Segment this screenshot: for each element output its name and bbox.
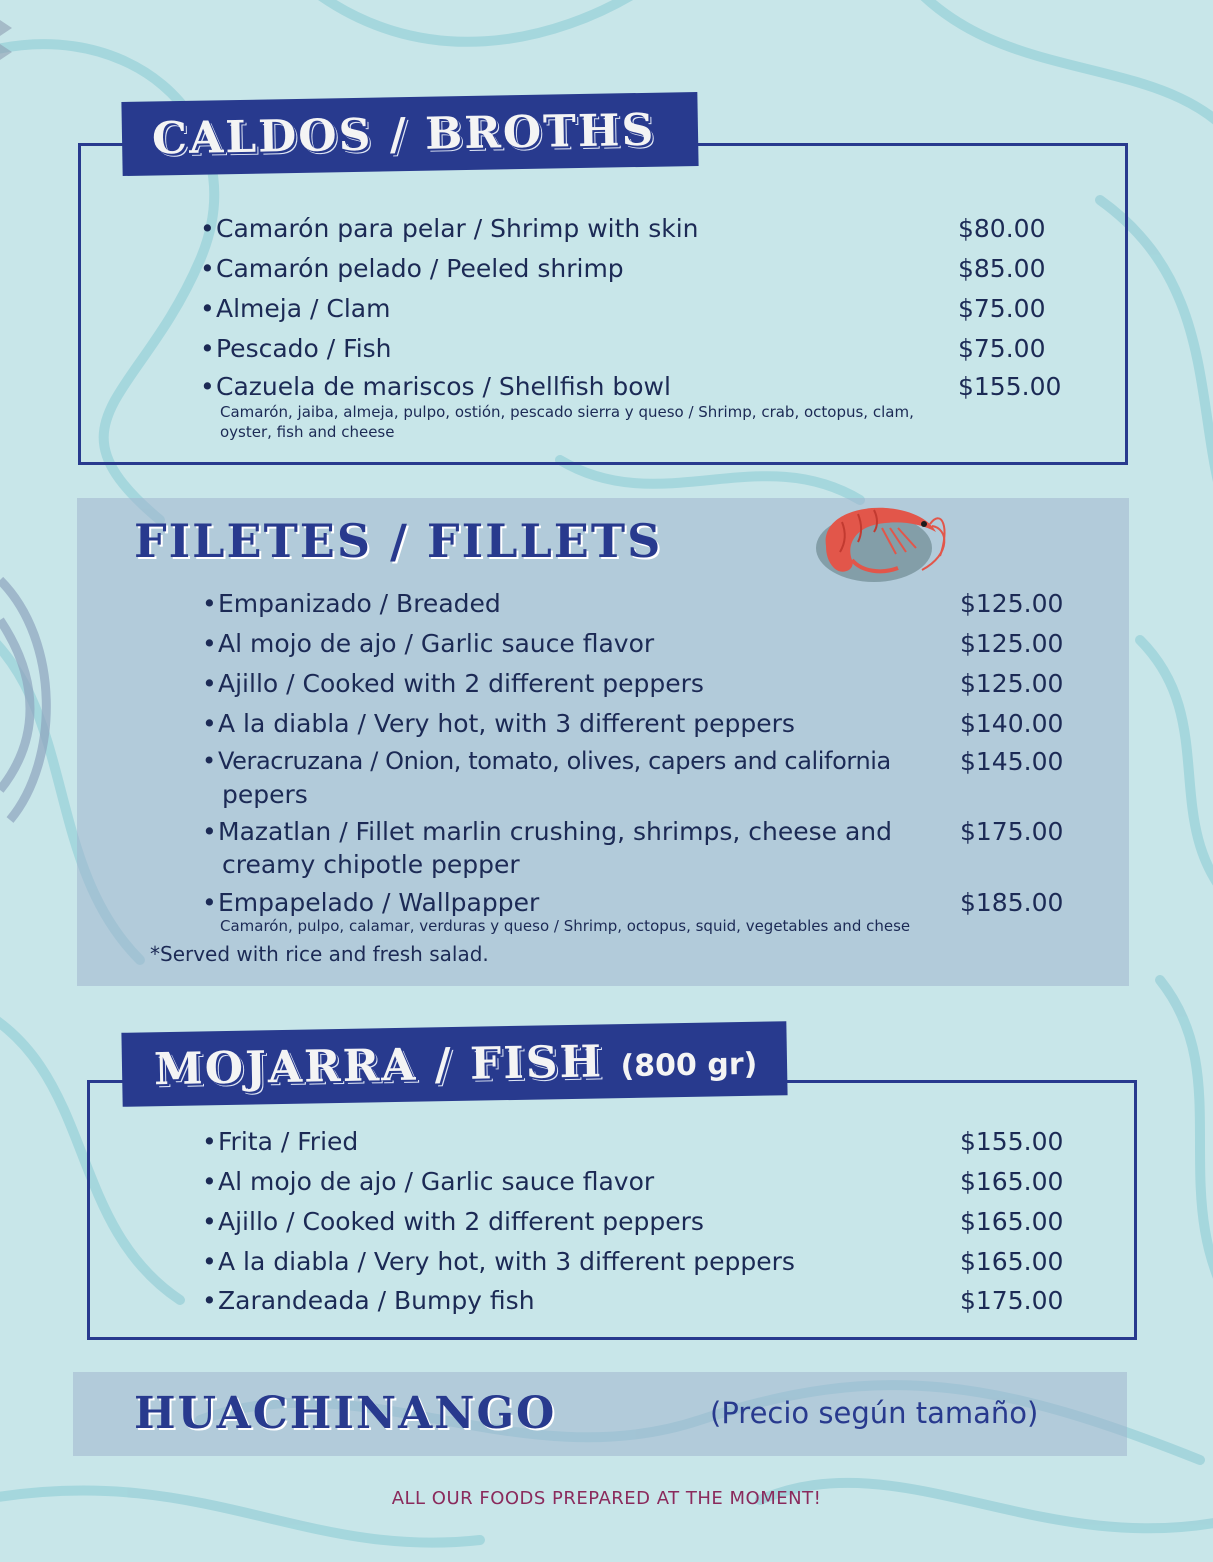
item-name: Camarón para pelar / Shrimp with skin [216,214,699,243]
item-price: $75.00 [958,294,1046,323]
item-price: $155.00 [960,1127,1064,1156]
item-price: $75.00 [958,334,1046,363]
bullet-icon: • [202,1247,217,1276]
bullet-icon: • [202,1127,217,1156]
item-price: $85.00 [958,254,1046,283]
bullet-icon: • [202,1167,217,1196]
item-price: $125.00 [960,589,1064,618]
item-price: $165.00 [960,1247,1064,1276]
bullet-icon: • [200,334,215,363]
item-price: $140.00 [960,709,1064,738]
bullet-icon: • [200,294,215,323]
bullet-icon: • [202,709,217,738]
item-price: $125.00 [960,629,1064,658]
item-price: $185.00 [960,888,1064,917]
filetes-served-note: *Served with rice and fresh salad. [150,942,489,966]
item-name: A la diabla / Very hot, with 3 different peppers [218,1247,795,1276]
bullet-icon: • [202,747,216,775]
bullet-icon: • [202,888,217,917]
item-price: $155.00 [958,372,1062,401]
item-description: Camarón, jaiba, almeja, pulpo, ostión, pescado sierra y queso / Shrimp, crab, octopus, clam, oyster, fish and cheese [220,403,914,441]
footer-note: ALL OUR FOODS PREPARED AT THE MOMENT! [391,1488,822,1509]
item-name: Al mojo de ajo / Garlic sauce flavor [218,1167,655,1196]
item-name-continued: pepers [222,780,308,809]
item-name: Veracruzana / Onion, tomato, olives, capers and california [218,747,891,775]
mojarra-title-weight: (800 gr) [620,1046,758,1085]
item-name: Almeja / Clam [216,294,391,323]
item-price: $175.00 [960,1286,1064,1315]
item-price: $165.00 [960,1207,1064,1236]
mojarra-title: MOJARRA / FISH [153,1036,604,1096]
item-name: Zarandeada / Bumpy fish [218,1286,535,1315]
item-price: $125.00 [960,669,1064,698]
caldos-title-banner [121,92,698,176]
item-name: Pescado / Fish [216,334,392,363]
bullet-icon: • [202,589,217,618]
bullet-icon: • [200,254,215,283]
item-name-continued: creamy chipotle pepper [222,850,520,879]
filetes-title: FILETES / FILLETS [134,514,663,568]
bullet-icon: • [200,372,215,401]
item-price: $80.00 [958,214,1046,243]
item-name: Empanizado / Breaded [218,589,501,618]
item-price: $175.00 [960,817,1064,846]
item-price: $165.00 [960,1167,1064,1196]
bullet-icon: • [202,817,217,846]
bullet-icon: • [202,669,217,698]
item-description: Camarón, pulpo, calamar, verduras y queso / Shrimp, octopus, squid, vegetables and chese [220,917,911,935]
item-name: Cazuela de mariscos / Shellfish bowl [216,372,671,401]
item-name: A la diabla / Very hot, with 3 different peppers [218,709,795,738]
item-price: $145.00 [960,747,1064,776]
bullet-icon: • [202,629,217,658]
bullet-icon: • [202,1286,217,1315]
item-name: Frita / Fried [218,1127,359,1156]
item-name: Camarón pelado / Peeled shrimp [216,254,624,283]
item-name: Ajillo / Cooked with 2 different peppers [218,1207,704,1236]
huachinango-title: HUACHINANGO [134,1388,557,1439]
item-name: Empapelado / Wallpapper [218,888,540,917]
bullet-icon: • [200,214,215,243]
item-name: Ajillo / Cooked with 2 different peppers [218,669,704,698]
caldos-title: CALDOS / BROTHS [151,104,656,165]
shrimp-icon [812,498,952,590]
item-name: Mazatlan / Fillet marlin crushing, shrimps, cheese and [218,817,892,846]
bullet-icon: • [202,1207,217,1236]
item-name: Al mojo de ajo / Garlic sauce flavor [218,629,655,658]
huachinango-price-note: (Precio según tamaño) [710,1396,1039,1430]
mojarra-title-banner [121,1021,787,1107]
